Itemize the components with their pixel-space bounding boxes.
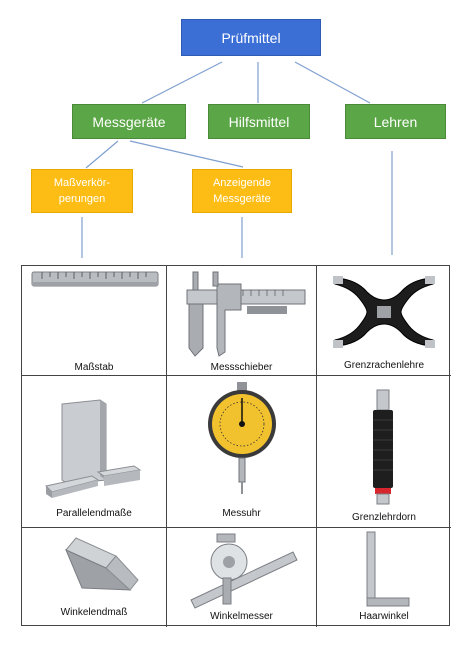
caliper-icon [167,266,317,376]
gauge-block-icon [22,376,167,528]
plug-gauge-icon [317,376,451,528]
node-hilfsmittel [208,104,310,139]
tool-cell-haarwinkel [317,528,451,627]
node-massverkoerperungen [31,169,133,213]
node-messgeraete [72,104,186,139]
tool-label: Haarwinkel [359,611,409,622]
ruler-icon [22,266,167,376]
node-label: Lehren [373,113,418,130]
node-label: Messgeräte [92,113,166,130]
node-lehren [345,104,446,139]
tool-cell-grenzlehrdorn [317,376,451,528]
tool-label: Winkelmesser [210,611,273,622]
node-pruefmittel [181,19,321,56]
dial-indicator-icon [167,376,317,528]
tool-label: Maßstab [74,362,114,373]
node-label: Hilfsmittel [228,113,290,130]
tool-cell-winkelmesser [167,528,317,627]
tool-cell-messuhr [167,376,317,528]
tool-label: Messschieber [210,362,273,373]
tool-cell-parallelendmasse [22,376,167,528]
tool-label: Messuhr [222,508,261,519]
tool-label: Grenzrachenlehre [343,360,425,371]
node-label: Anzeigende Messgeräte [212,177,272,205]
tool-cell-grenzrachenlehre [317,266,451,376]
tool-cell-winkelendmass [22,528,167,627]
node-label: Maßverkör- perungen [53,177,111,205]
tool-label: Parallelendmaße [56,508,132,519]
tool-cell-messschieber [167,266,317,376]
tool-label: Grenzlehrdorn [352,512,416,523]
node-label: Prüfmittel [221,29,281,46]
tool-cell-massstab [22,266,167,376]
node-anzeigende-messgeraete [192,169,292,213]
tool-label: Winkelendmaß [60,607,128,618]
tools-grid [21,265,450,626]
